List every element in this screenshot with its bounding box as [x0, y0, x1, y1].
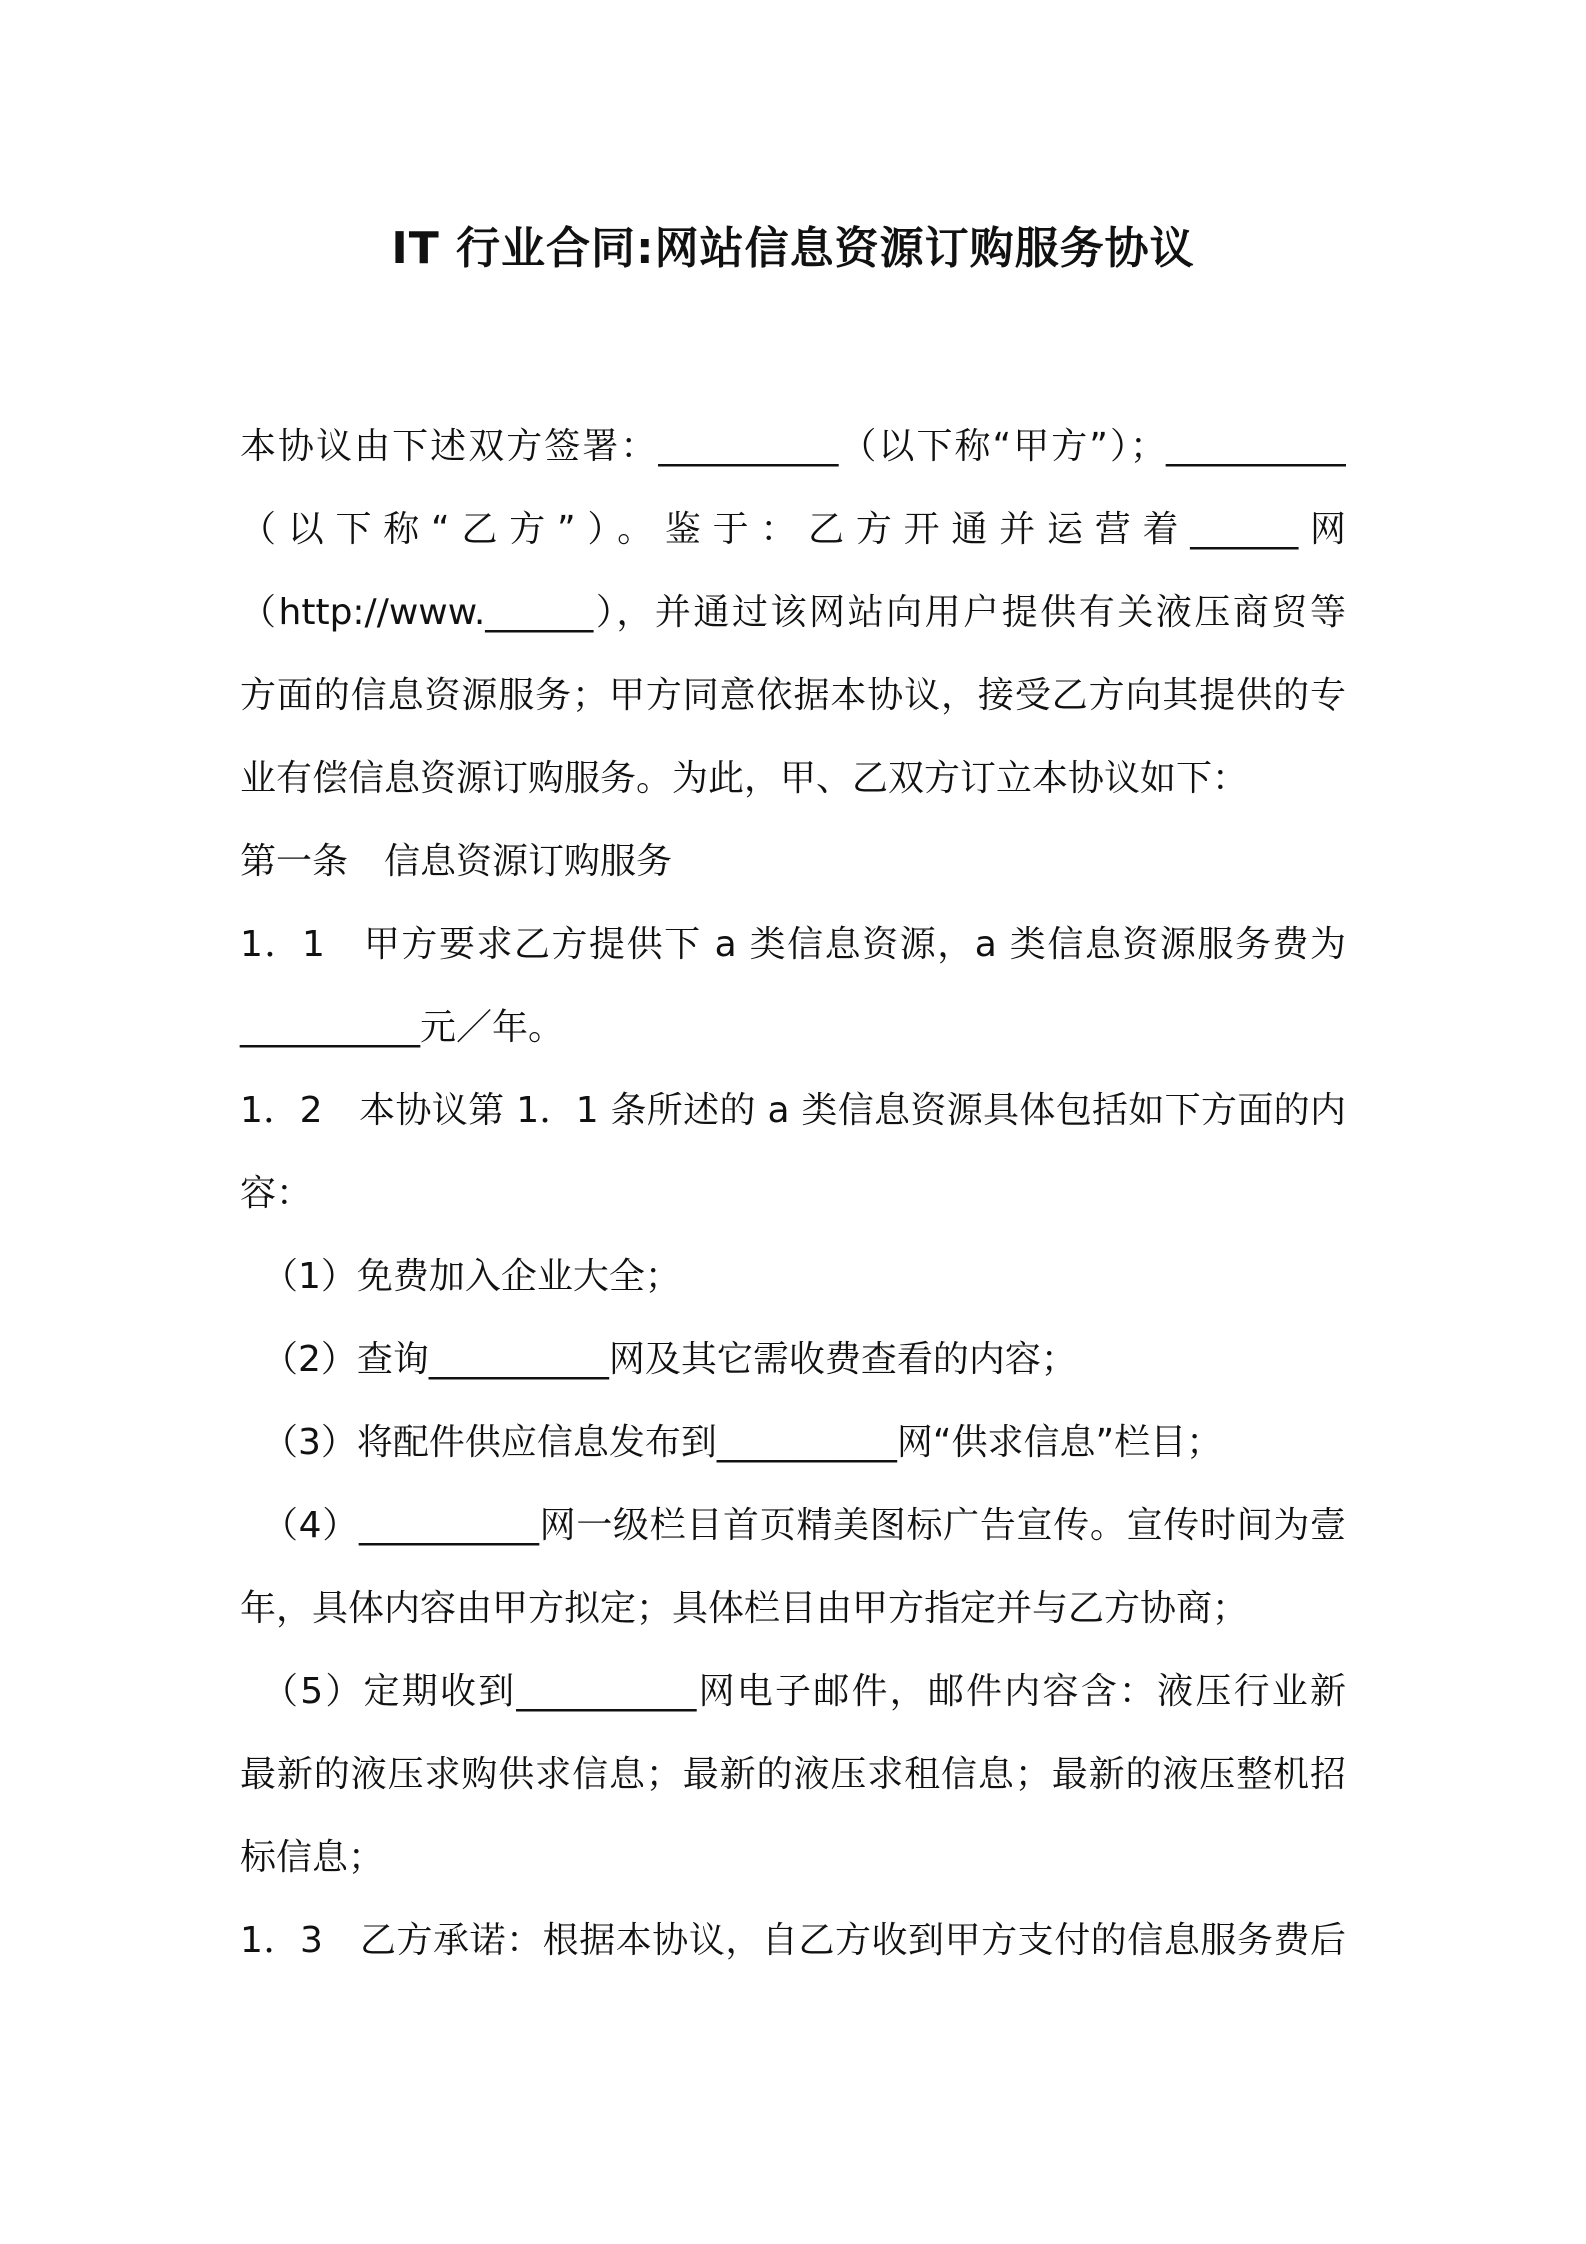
list-item: （3）将配件供应信息发布到__________网“供求信息”栏目；	[262, 1422, 1223, 1463]
document-title: IT 行业合同:网站信息资源订购服务协议	[391, 223, 1195, 274]
list-item: （1）免费加入企业大全；	[262, 1256, 681, 1297]
article-heading: 第一条 信息资源订购服务	[240, 841, 673, 882]
list-item: （4）__________网一级栏目首页精美图标广告宣传。宣传时间为壹	[262, 1505, 1346, 1546]
clause-line: 容：	[240, 1173, 313, 1214]
paragraph-line: 业有偿信息资源订购服务。为此，甲、乙双方订立本协议如下：	[240, 758, 1249, 799]
paragraph-line: 本协议由下述双方签署：__________（以下称“甲方”）；__________	[240, 426, 1346, 467]
list-item-continuation: 最新的液压求购供求信息；最新的液压求租信息；最新的液压整机招	[240, 1754, 1346, 1795]
paragraph-line: （http://www.______），并通过该网站向用户提供有关液压商贸等	[240, 592, 1346, 633]
clause-line: 1．2 本协议第 1．1 条所述的 a 类信息资源具体包括如下方面的内	[240, 1090, 1346, 1131]
list-item: （5）定期收到__________网电子邮件，邮件内容含：液压行业新	[262, 1671, 1346, 1712]
paragraph-line: 方面的信息资源服务；甲方同意依据本协议，接受乙方向其提供的专	[240, 675, 1346, 716]
clause-line: __________元／年。	[240, 1007, 565, 1048]
list-item-continuation: 年，具体内容由甲方拟定；具体栏目由甲方指定并与乙方协商；	[240, 1588, 1249, 1629]
clause-line: 1．1 甲方要求乙方提供下 a 类信息资源，a 类信息资源服务费为	[240, 924, 1346, 965]
document-body	[240, 405, 1346, 1982]
list-item-continuation: 标信息；	[240, 1837, 385, 1878]
clause-line: 1．3 乙方承诺：根据本协议，自乙方收到甲方支付的信息服务费后	[240, 1920, 1346, 1961]
paragraph-line: （以下称“乙方”）。鉴于：乙方开通并运营着______网	[240, 509, 1346, 550]
list-item: （2）查询__________网及其它需收费查看的内容；	[262, 1339, 1077, 1380]
